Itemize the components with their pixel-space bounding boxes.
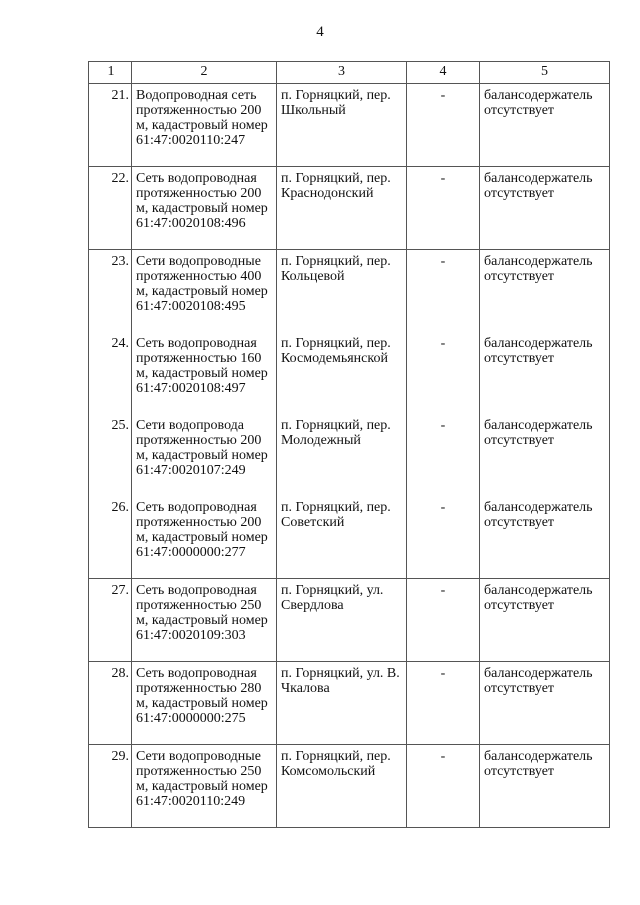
balance-holder: балансодержатель отсутствует <box>480 414 610 496</box>
balance-holder: балансодержатель отсутствует <box>480 496 610 579</box>
balance-holder: балансодержатель отсутствует <box>480 250 610 333</box>
table-row <box>89 250 610 333</box>
object-value: - <box>407 332 480 414</box>
object-address: п. Горняцкий, ул. Свердлова <box>277 579 407 662</box>
object-address: п. Горняцкий, пер. Кольцевой <box>277 250 407 333</box>
balance-holder: балансодержатель отсутствует <box>480 332 610 414</box>
column-header-4: 4 <box>407 62 480 84</box>
column-header-5: 5 <box>480 62 610 84</box>
object-name: Сеть водопроводная протяженностью 160 м, кадастровый номер 61:47:0020108:497 <box>132 332 277 414</box>
object-address: п. Горняцкий, ул. В. Чкалова <box>277 662 407 745</box>
row-number: 22. <box>89 167 132 250</box>
object-name: Сети водопроводные протяженностью 250 м, кадастровый номер 61:47:0020110:249 <box>132 745 277 828</box>
column-header-2: 2 <box>132 62 277 84</box>
object-name: Сети водопровода протяженностью 200 м, кадастровый номер 61:47:0020107:249 <box>132 414 277 496</box>
column-header-1: 1 <box>89 62 132 84</box>
table-row <box>89 496 610 579</box>
page-number: 4 <box>316 24 324 40</box>
property-register-table <box>88 61 610 828</box>
row-number: 21. <box>89 84 132 167</box>
object-name: Водопроводная сеть протяженностью 200 м, кадастровый номер 61:47:0020110:247 <box>132 84 277 167</box>
object-address: п. Горняцкий, пер. Космодемьянской <box>277 332 407 414</box>
table-row <box>89 414 610 496</box>
table-row <box>89 84 610 167</box>
table-row <box>89 167 610 250</box>
object-address: п. Горняцкий, пер. Советский <box>277 496 407 579</box>
row-number: 28. <box>89 662 132 745</box>
balance-holder: балансодержатель отсутствует <box>480 745 610 828</box>
object-name: Сеть водопроводная протяженностью 250 м, кадастровый номер 61:47:0020109:303 <box>132 579 277 662</box>
balance-holder: балансодержатель отсутствует <box>480 579 610 662</box>
row-number: 29. <box>89 745 132 828</box>
object-name: Сети водопроводные протяженностью 400 м, кадастровый номер 61:47:0020108:495 <box>132 250 277 333</box>
object-value: - <box>407 579 480 662</box>
table-header-row <box>89 62 610 84</box>
table-row <box>89 745 610 828</box>
object-value: - <box>407 662 480 745</box>
row-number: 26. <box>89 496 132 579</box>
object-address: п. Горняцкий, пер. Комсомольский <box>277 745 407 828</box>
object-address: п. Горняцкий, пер. Молодежный <box>277 414 407 496</box>
column-header-3: 3 <box>277 62 407 84</box>
balance-holder: балансодержатель отсутствует <box>480 167 610 250</box>
object-value: - <box>407 745 480 828</box>
row-number: 23. <box>89 250 132 333</box>
object-address: п. Горняцкий, пер. Школьный <box>277 84 407 167</box>
table-row <box>89 662 610 745</box>
object-name: Сеть водопроводная протяженностью 200 м, кадастровый номер 61:47:0000000:277 <box>132 496 277 579</box>
balance-holder: балансодержатель отсутствует <box>480 84 610 167</box>
object-name: Сеть водопроводная протяженностью 200 м, кадастровый номер 61:47:0020108:496 <box>132 167 277 250</box>
row-number: 25. <box>89 414 132 496</box>
row-number: 27. <box>89 579 132 662</box>
object-value: - <box>407 496 480 579</box>
object-value: - <box>407 250 480 333</box>
row-number: 24. <box>89 332 132 414</box>
table-row <box>89 332 610 414</box>
object-name: Сеть водопроводная протяженностью 280 м, кадастровый номер 61:47:0000000:275 <box>132 662 277 745</box>
balance-holder: балансодержатель отсутствует <box>480 662 610 745</box>
object-value: - <box>407 167 480 250</box>
object-value: - <box>407 84 480 167</box>
table-row <box>89 579 610 662</box>
object-address: п. Горняцкий, пер. Краснодонский <box>277 167 407 250</box>
object-value: - <box>407 414 480 496</box>
